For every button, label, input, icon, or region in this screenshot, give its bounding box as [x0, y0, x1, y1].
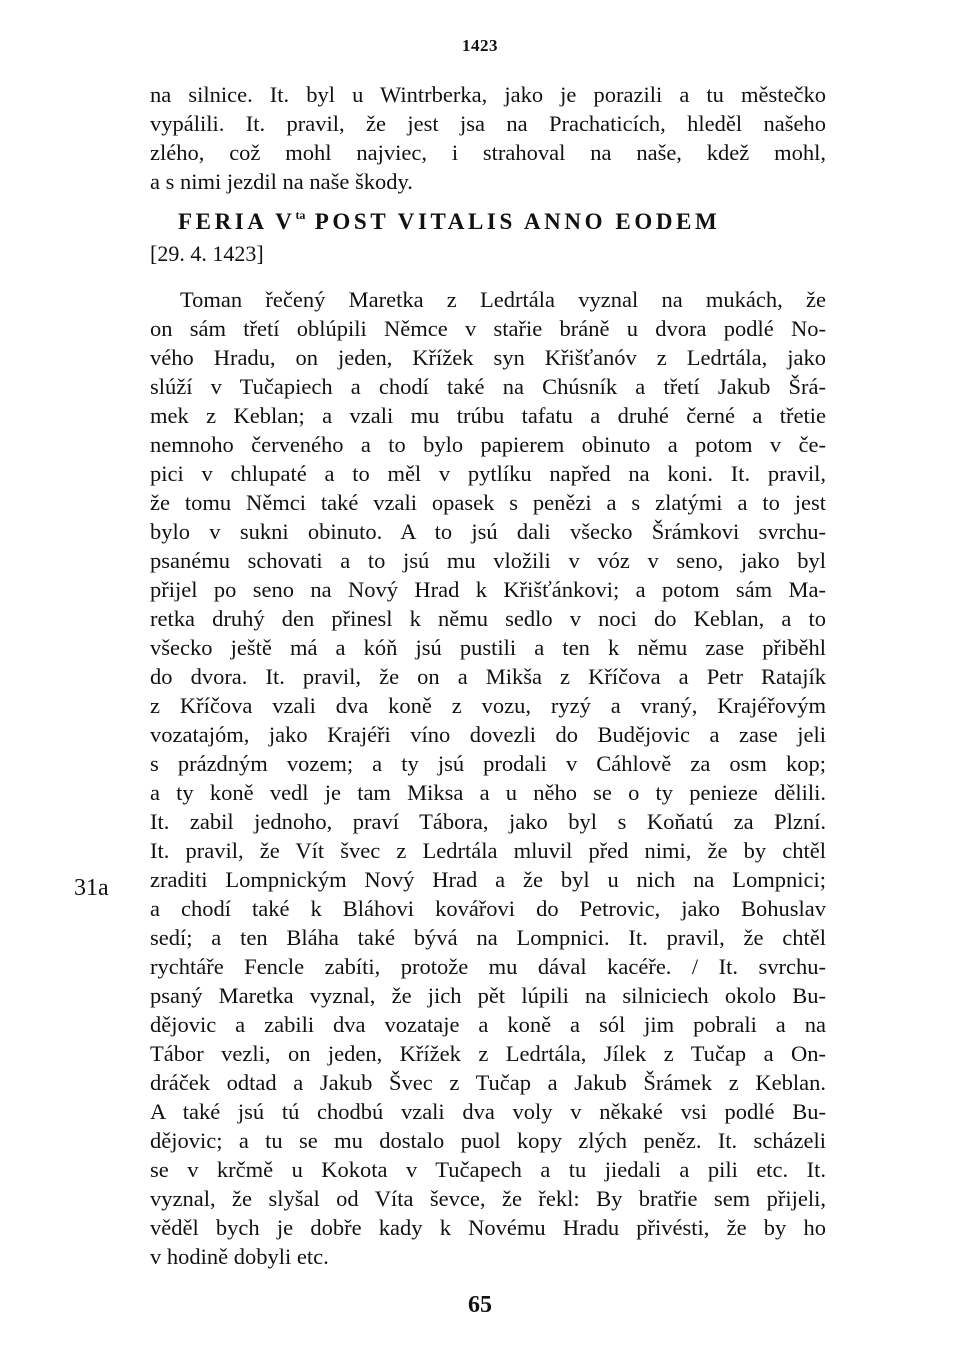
text-line: nemnoho červeného a to bylo papierem obinuto a potom v če-	[150, 432, 826, 457]
text-line: na silnice. It. byl u Wintrberka, jako je porazili a tu městečko	[150, 82, 826, 107]
text-line: bylo v sukni obinuto. A to jsú dali všecko Šrámkovi svrchu-	[150, 519, 826, 544]
text-line: rychtáře Fencle zabíti, protože mu dával kacéře. / It. svrchu-	[150, 954, 826, 979]
text-line: že tomu Němci také vzali opasek s penězi a s zlatými a to jest	[150, 490, 826, 515]
text-line: vyznal, že slyšal od Víta ševce, že řekl: By bratřie sem přijeli,	[150, 1186, 826, 1211]
entry-heading	[178, 208, 720, 235]
text-line: dráček odtad a Jakub Švec z Tučap a Jakub Šrámek z Keblan.	[150, 1070, 826, 1095]
text-line: přijel po seno na Nový Hrad k Křišťánkovi; a potom sám Ma-	[150, 577, 826, 602]
text-line: a chodí také k Bláhovi kovářovi do Petrovic, jako Bohuslav	[150, 896, 826, 921]
page-number: 65	[468, 1292, 492, 1318]
text-line: pici v chlupaté a to měl v pytlíku napřed na koni. It. pravil,	[150, 461, 826, 486]
text-line: zraditi Lompnickým Nový Hrad a že byl u nich na Lompnici;	[150, 867, 826, 892]
text-line: se v krčmě u Kokota v Tučapech a tu jiedali a pili etc. It.	[150, 1157, 826, 1182]
text-line: on sám třetí oblúpili Němce v stařie bráně u dvora podlé No-	[150, 316, 826, 341]
intro-paragraph	[150, 80, 826, 196]
text-line: It. pravil, že Vít švec z Ledrtála mluvil před nimi, že by chtěl	[150, 838, 826, 863]
text-line: sedí; a ten Bláha také bývá na Lompnici. It. pravil, že chtěl	[150, 925, 826, 950]
running-head-year: 1423	[462, 36, 498, 55]
text-line: Toman řečený Maretka z Ledrtála vyznal na mukách, že	[180, 287, 826, 312]
text-line: dějovic a zabili dva vozataje a koně a sól jim pobrali a na	[150, 1012, 826, 1037]
entry-heading-prefix: FERIA V	[178, 209, 296, 234]
text-line: vypálili. It. pravil, že jest jsa na Prachaticích, hleděl našeho	[150, 111, 826, 136]
text-line: a s nimi jezdil na naše škody.	[150, 169, 413, 194]
text-line: vého Hradu, on jeden, Křížek syn Křišťanóv z Ledrtála, jako	[150, 345, 826, 370]
text-line: věděl bych je dobře kady k Novému Hradu přivésti, že by ho	[150, 1215, 826, 1240]
text-line: slúží v Tučapiech a chodí také na Chúsník a třetí Jakub Šrá-	[150, 374, 826, 399]
text-line: v hodině dobyli etc.	[150, 1244, 329, 1269]
text-line: mek z Keblan; a vzali mu trúbu tafatu a druhé černé a třetie	[150, 403, 826, 428]
body-paragraph	[150, 285, 826, 1271]
text-line: A také jsú tú chodbú vzali dva voly v někaké vsi podlé Bu-	[150, 1099, 826, 1124]
text-line: z Kříčova vzali dva koně z vozu, ryzý a vraný, Krajéřovým	[150, 693, 826, 718]
text-line: psaný Maretka vyznal, že jich pět lúpili na silniciech okolo Bu-	[150, 983, 826, 1008]
text-line: s prázdným vozem; a ty jsú prodali v Cáhlově za osm kop;	[150, 751, 826, 776]
entry-date: [29. 4. 1423]	[150, 241, 264, 266]
text-line: Tábor vezli, on jeden, Křížek z Ledrtála, Jílek z Tučap a On-	[150, 1041, 826, 1066]
text-line: do dvora. It. pravil, že on a Mikša z Kříčova a Petr Ratajík	[150, 664, 826, 689]
text-line: dějovic; a tu se mu dostalo puol kopy zlých peněz. It. scházeli	[150, 1128, 826, 1153]
entry-heading-superscript: ta	[295, 208, 306, 222]
margin-folio-note: 31a	[74, 875, 109, 901]
entry-heading-suffix: POST VITALIS ANNO EODEM	[305, 209, 721, 234]
text-line: vozatajóm, jako Krajéři víno dovezli do Budějovic a zase jeli	[150, 722, 826, 747]
text-line: a ty koně vedl je tam Miksa a u něho se o ty penieze dělili.	[150, 780, 826, 805]
text-line: psanému schovati a to jsú mu vložili v vóz v seno, jako byl	[150, 548, 826, 573]
text-line: It. zabil jednoho, praví Tábora, jako byl s Koňatú za Plzní.	[150, 809, 826, 834]
text-line: zlého, což mohl najviec, i strahoval na naše, kdež mohl,	[150, 140, 826, 165]
text-line: retka druhý den přinesl k němu sedlo v noci do Keblan, a to	[150, 606, 826, 631]
text-line: všecko ještě má a kóň jsú pustili a ten k němu zase přiběhl	[150, 635, 826, 660]
